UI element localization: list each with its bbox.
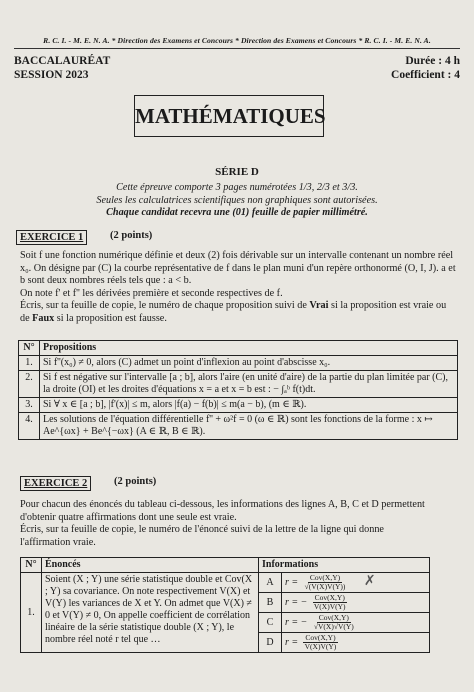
table-row: [21, 573, 430, 593]
option-formula: [282, 633, 430, 653]
handwritten-cross-mark: ✗: [363, 573, 376, 589]
instruction-calculators: Seules les calculatrices scientifiques non graphiques sont autorisées.: [96, 194, 378, 206]
col-num-header: N°: [21, 558, 42, 573]
faux-keyword: Faux: [32, 312, 55, 324]
instruction-pages: Cette épreuve comporte 3 pages numérotées 1/3, 2/3 et 3/3.: [116, 182, 358, 193]
proposition-text: Si f est négative sur l'intervalle [a ; b], alors l'aire (en unité d'aire) de la partie du plan limitée par (C), la droite (OI) et les droites d'équations x = a et x = b est : − ∫ₐᵇ f(t)dt.: [40, 371, 458, 398]
exam-session: SESSION 2023: [14, 69, 89, 81]
formula-lhs: r = −: [285, 616, 308, 628]
header-banner: R. C. I. - M. E. N. A. * Direction des Examens et Concours * Direction des Examens et Concours * R. C. I. - M. E. N. A.: [43, 36, 431, 45]
option-formula: [282, 613, 430, 633]
table-header-row: [19, 341, 458, 356]
option-letter: D: [259, 633, 282, 653]
exercice-1-text-derivatives: On note f' et f'' les dérivées première et seconde respectives de f.: [20, 287, 283, 299]
proposition-text: Les solutions de l'équation différentielle f'' + ω²f = 0 (ω ∈ ℝ) sont les fonctions de la forme : x ↦ Ae^{ωx} + Be^{−ωx} (A ∈ ℝ, B ∈ ℝ).: [40, 413, 458, 440]
col-propositions-header: Propositions: [40, 341, 458, 356]
fraction: [303, 634, 339, 651]
instruction-paper: Chaque candidat recevra une (01) feuille de papier millimétré.: [106, 207, 368, 218]
exam-coefficient: Coefficient : 4: [391, 69, 460, 81]
header-rule: [14, 48, 460, 49]
header-right: [391, 54, 460, 82]
table-row: [19, 371, 458, 398]
exercice-2-text-intro: Pour chacun des énoncés du tableau ci-dessous, les informations des lignes A, B, C et D permettent d'obtenir quatre affirmations dont une seule est vraie.: [20, 499, 425, 523]
option-formula: [282, 593, 430, 613]
col-informations-header: Informations: [259, 558, 430, 573]
exercice-2-points: (2 points): [114, 476, 157, 487]
row-number: 2.: [19, 371, 40, 398]
formula-lhs: r = −: [285, 596, 308, 608]
instruction-part-c: si la proposition est fausse.: [54, 312, 167, 324]
exercice-1-label: EXERCICE 1: [16, 230, 87, 245]
numerator: Cov(X,Y): [309, 573, 341, 582]
numerator: Cov(X,Y): [305, 633, 336, 642]
subject-title: MATHÉMATIQUES: [134, 95, 324, 137]
exercice-2-text-instruction: Écris, sur ta feuille de copie, le numéro de l'énoncé suivi de la lettre de la ligne qui donne l'affirmation vraie.: [20, 524, 384, 548]
fraction: [312, 614, 356, 631]
table-row: [19, 356, 458, 371]
row-number: 1.: [21, 573, 42, 653]
enonce-text: Soient (X ; Y) une série statistique double et Cov(X ; Y) sa covariance. On note respectivement V(X) et V(Y) les variances de X et Y. On admet que V(X) ≠ 0 et V(Y) ≠ 0, On appelle coefficient de corrélation linéaire de la série statistique double (X ; Y), le nombre réel noté r tel que …: [42, 573, 259, 653]
row-number: 1.: [19, 356, 40, 371]
col-enonces-header: Énoncés: [42, 558, 259, 573]
exercice-2-label: EXERCICE 2: [20, 476, 91, 491]
exercice-1-statement: [20, 250, 456, 325]
fraction: [312, 594, 348, 611]
exam-instructions: [60, 182, 414, 220]
vrai-keyword: Vrai: [309, 300, 329, 311]
instruction-part-a: Écris, sur ta feuille de copie, le numéro de chaque proposition suivi de: [20, 300, 310, 311]
formula-lhs: r =: [285, 636, 299, 648]
instruction-part-b: si la proposition est vraie ou de: [20, 300, 447, 324]
row-number: 3.: [19, 398, 40, 413]
table-row: [19, 398, 458, 413]
table-row: [19, 413, 458, 440]
exercice-1-text-instruction: [20, 300, 456, 325]
exam-name: BACCALAURÉAT: [14, 55, 111, 67]
table-header-row: [21, 558, 430, 573]
exercice-2-statement: [20, 499, 430, 549]
serie-label: SÉRIE D: [215, 166, 259, 178]
fraction: [303, 574, 348, 591]
numerator: Cov(X,Y): [314, 593, 345, 602]
exam-duration: Durée : 4 h: [405, 55, 460, 67]
exercice-1-points: (2 points): [110, 230, 153, 241]
denominator: √(V(X)V(Y)): [304, 582, 346, 591]
proposition-text: Si f''(x₀) ≠ 0, alors (C) admet un point d'inflexion au point d'abscisse x₀.: [40, 356, 458, 371]
exercice-1-text-definition: Soit f une fonction numérique définie et deux (2) fois dérivable sur un intervalle contenant un nombre réel x₀. On désigne par (C) la courbe représentative de f dans le plan muni d'un repère orthonormé (O, I, J). a et b sont deux nombres réels tels que : a < b.: [20, 250, 456, 286]
option-letter: A: [259, 573, 282, 593]
col-num-header: N°: [19, 341, 40, 356]
option-letter: C: [259, 613, 282, 633]
formula-lhs: r =: [285, 576, 299, 588]
numerator: Cov(X,Y): [318, 613, 349, 622]
denominator: V(X)V(Y): [304, 642, 337, 651]
enonces-table: [20, 557, 430, 653]
option-formula: [282, 573, 430, 593]
propositions-table: [18, 340, 458, 440]
denominator: V(X)V(Y): [313, 602, 346, 611]
header-left: [14, 54, 110, 82]
row-number: 4.: [19, 413, 40, 440]
proposition-text: Si ∀ x ∈ [a ; b], |f'(x)| ≤ m, alors |f(a) − f(b)| ≤ m(a − b), (m ∈ ℝ).: [40, 398, 458, 413]
option-letter: B: [259, 593, 282, 613]
denominator: √V(X)√V(Y): [313, 622, 354, 631]
